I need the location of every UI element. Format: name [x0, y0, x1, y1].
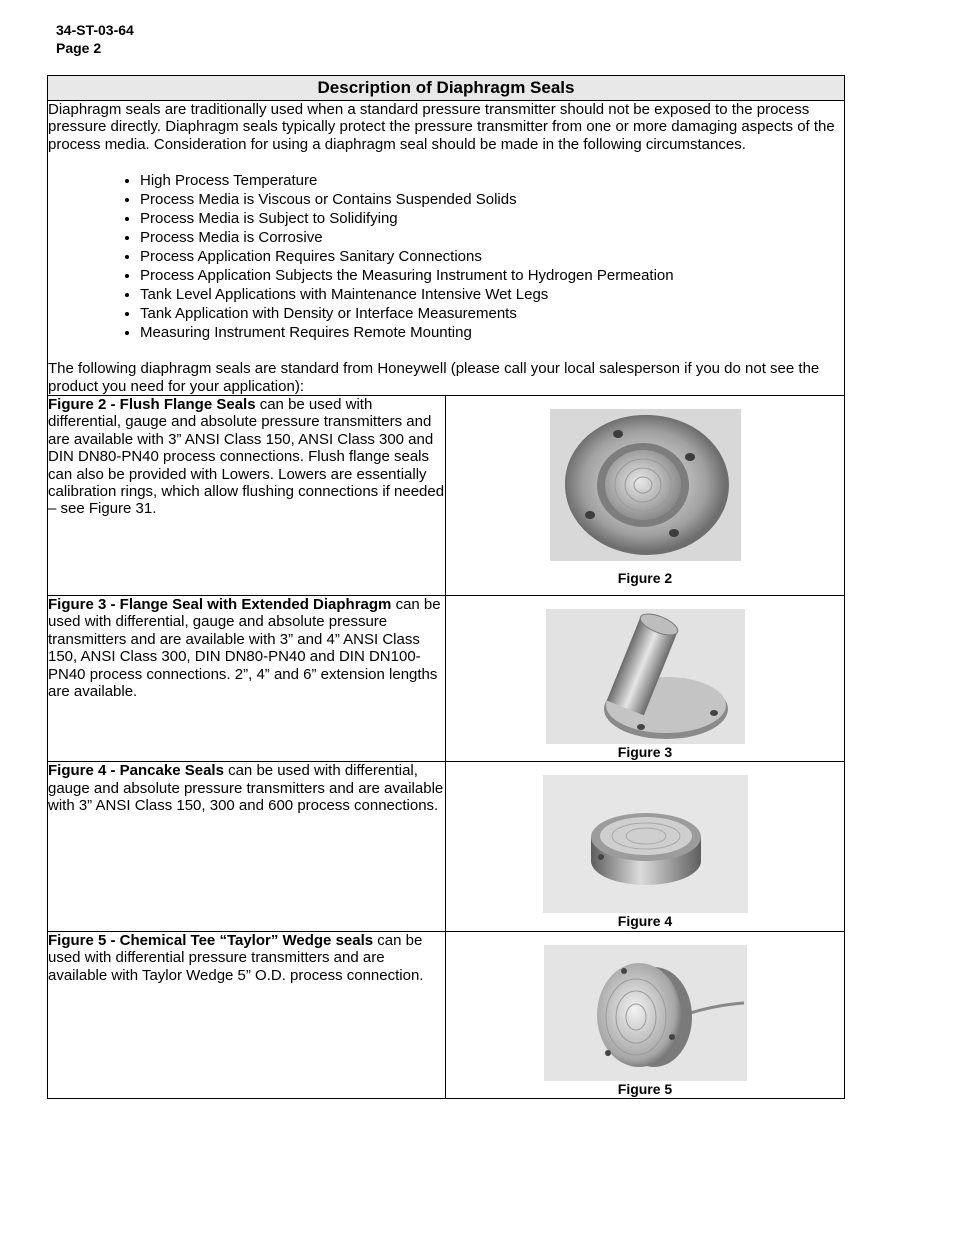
page-header [56, 22, 134, 57]
figure-2-caption: Figure 2 [617, 570, 673, 587]
pancake-seal-image [543, 775, 748, 913]
list-item: • High Process Temperature [140, 171, 844, 190]
flush-flange-seal-image [550, 409, 741, 561]
standard-seals-paragraph: The following diaphragm seals are standard from Honeywell (please call your local salesperson if you do not see the product you need for your application): [48, 360, 820, 395]
figure-2-description [48, 396, 446, 596]
list-item: • Process Media is Corrosive [140, 228, 844, 247]
diaphragm-seals-table [47, 75, 845, 1099]
figure-4-caption: Figure 4 [617, 913, 673, 930]
figure-3-description [48, 596, 446, 762]
list-item: • Tank Level Applications with Maintenance Intensive Wet Legs [140, 285, 844, 304]
figure-4-text: can be used with differential, gauge and absolute pressure transmitters and are available with 3” ANSI Class 150, 300 and 600 process connections. [48, 762, 444, 815]
list-item: • Process Application Subjects the Measuring Instrument to Hydrogen Permeation [140, 266, 844, 285]
figure-5-caption: Figure 5 [617, 1080, 673, 1097]
intro-paragraph: Diaphragm seals are traditionally used when a standard pressure transmitter should not be exposed to the process pressure directly. Diaphragm seals typically protect the pressure transmitter from one or more damaging aspects of the process media. Consideration for using a diaphragm seal should be made in the following circumstances. [48, 101, 835, 153]
figure-3-caption: Figure 3 [617, 744, 673, 761]
figure-3-text: can be used with differential, gauge and absolute pressure transmitters and are available with 3” and 4” ANSI Class 150, ANSI Class 300, DIN DN80-PN40 and DIN DN100-PN40 process connections. 2”, 4” and 6” extension lengths are available. [48, 596, 441, 701]
list-item: • Process Media is Viscous or Contains Suspended Solids [140, 190, 844, 209]
list-item: • Process Application Requires Sanitary Connections [140, 247, 844, 266]
figure-5-description [48, 931, 446, 1098]
list-item: • Tank Application with Density or Interface Measurements [140, 304, 844, 323]
figure-4-title: Figure 4 - Pancake Seals [48, 762, 224, 780]
circumstances-list [48, 171, 844, 342]
list-item: • Measuring Instrument Requires Remote Mounting [140, 323, 844, 342]
section-title: Description of Diaphragm Seals [48, 76, 845, 101]
figure-5-cell [446, 931, 845, 1098]
document-id: 34-ST-03-64 [56, 22, 134, 38]
taylor-wedge-seal-image [544, 945, 747, 1081]
figure-2-title: Figure 2 - Flush Flange Seals [48, 396, 256, 414]
figure-2-cell [446, 396, 845, 596]
figure-4-description [48, 762, 446, 931]
figure-4-cell [446, 762, 845, 931]
figure-3-title: Figure 3 - Flange Seal with Extended Diaphragm [48, 596, 392, 614]
extended-diaphragm-seal-image [546, 609, 745, 744]
list-item: • Process Media is Subject to Solidifying [140, 209, 844, 228]
figure-5-text: can be used with differential pressure transmitters and are available with Taylor Wedge 5” O.D. process connection. [48, 931, 424, 984]
page-number: Page 2 [56, 39, 102, 56]
intro-cell [48, 101, 845, 396]
figure-3-cell [446, 596, 845, 762]
figure-2-text: can be used with differential, gauge and absolute pressure transmitters and are available with 3” ANSI Class 150, ANSI Class 300 and DIN DN80-PN40 process connections. Flush flange seals can also be provided with Lowers. Lowers are essentially calibration rings, which allow flushing connections if needed – see Figure 31. [48, 396, 445, 518]
figure-5-title: Figure 5 - Chemical Tee “Taylor” Wedge seals [48, 931, 374, 949]
